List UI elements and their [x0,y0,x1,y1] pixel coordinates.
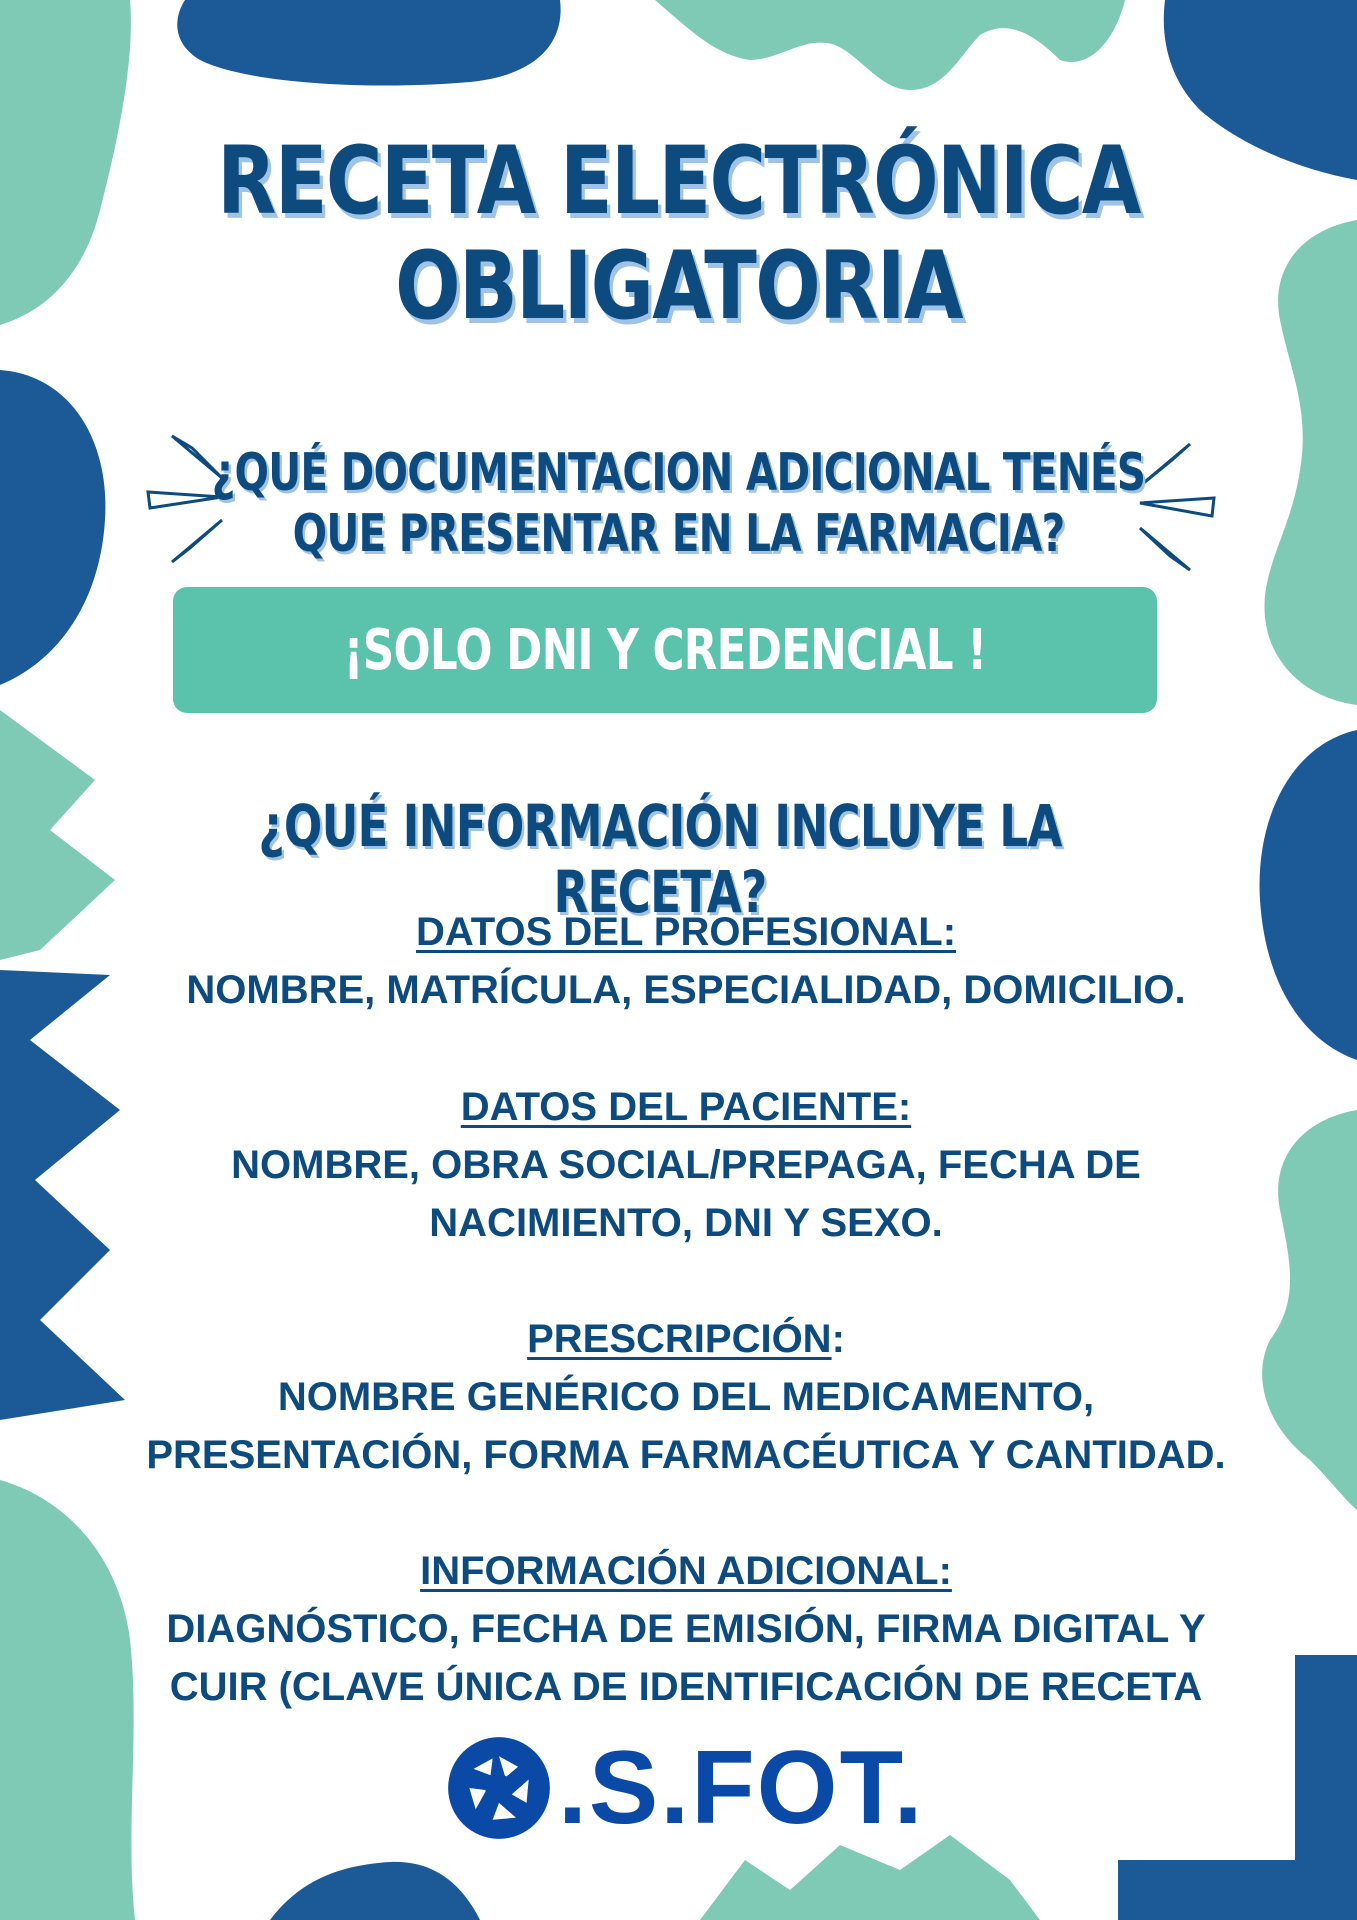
section-line: NOMBRE, OBRA SOCIAL/PREPAGA, FECHA DE [231,1143,1141,1187]
dni-credential-banner [173,587,1157,713]
section-paciente [80,1078,1292,1252]
osfot-logo [446,1730,925,1846]
main-title-line-2: OBLIGATORIA [395,232,962,341]
documentation-question-line-2: QUE PRESENTAR EN LA FARMACIA? [292,504,1065,564]
section-line: NOMBRE GENÉRICO DEL MEDICAMENTO, [277,1375,1095,1419]
info-question: ¿QUÉ INFORMACIÓN INCLUYE LA RECETA? [258,792,1062,926]
section-heading: PRESCRIPCIÓN [527,1317,832,1361]
section-line: CUIR (CLAVE ÚNICA DE IDENTIFICACIÓN DE RECETA [169,1665,1203,1709]
main-title-line-1: RECETA ELECTRÓNICA [217,127,1140,236]
section-line: NOMBRE, MATRÍCULA, ESPECIALIDAD, DOMICILIO. [186,968,1186,1012]
section-profesional [80,903,1292,1019]
section-prescripcion [80,1310,1292,1484]
section-heading-colon: : [831,1317,845,1361]
section-line: PRESENTACIÓN, FORMA FARMACÉUTICA Y CANTIDAD. [146,1433,1226,1477]
banner-text: ¡SOLO DNI Y CREDENCIAL ! [343,617,987,683]
section-heading: INFORMACIÓN ADICIONAL: [420,1549,952,1593]
section-adicional [80,1542,1292,1716]
documentation-question-line-1: ¿QUÉ DOCUMENTACION ADICIONAL TENÉS [211,443,1146,503]
logo-text: .S.FOT. [558,1730,925,1846]
section-line: NACIMIENTO, DNI Y SEXO. [429,1201,943,1245]
aperture-icon [446,1735,552,1841]
section-heading: DATOS DEL PACIENTE: [460,1085,912,1129]
section-line: DIAGNÓSTICO, FECHA DE EMISIÓN, FIRMA DIGITAL Y [166,1607,1206,1651]
section-heading: DATOS DEL PROFESIONAL: [415,910,957,954]
